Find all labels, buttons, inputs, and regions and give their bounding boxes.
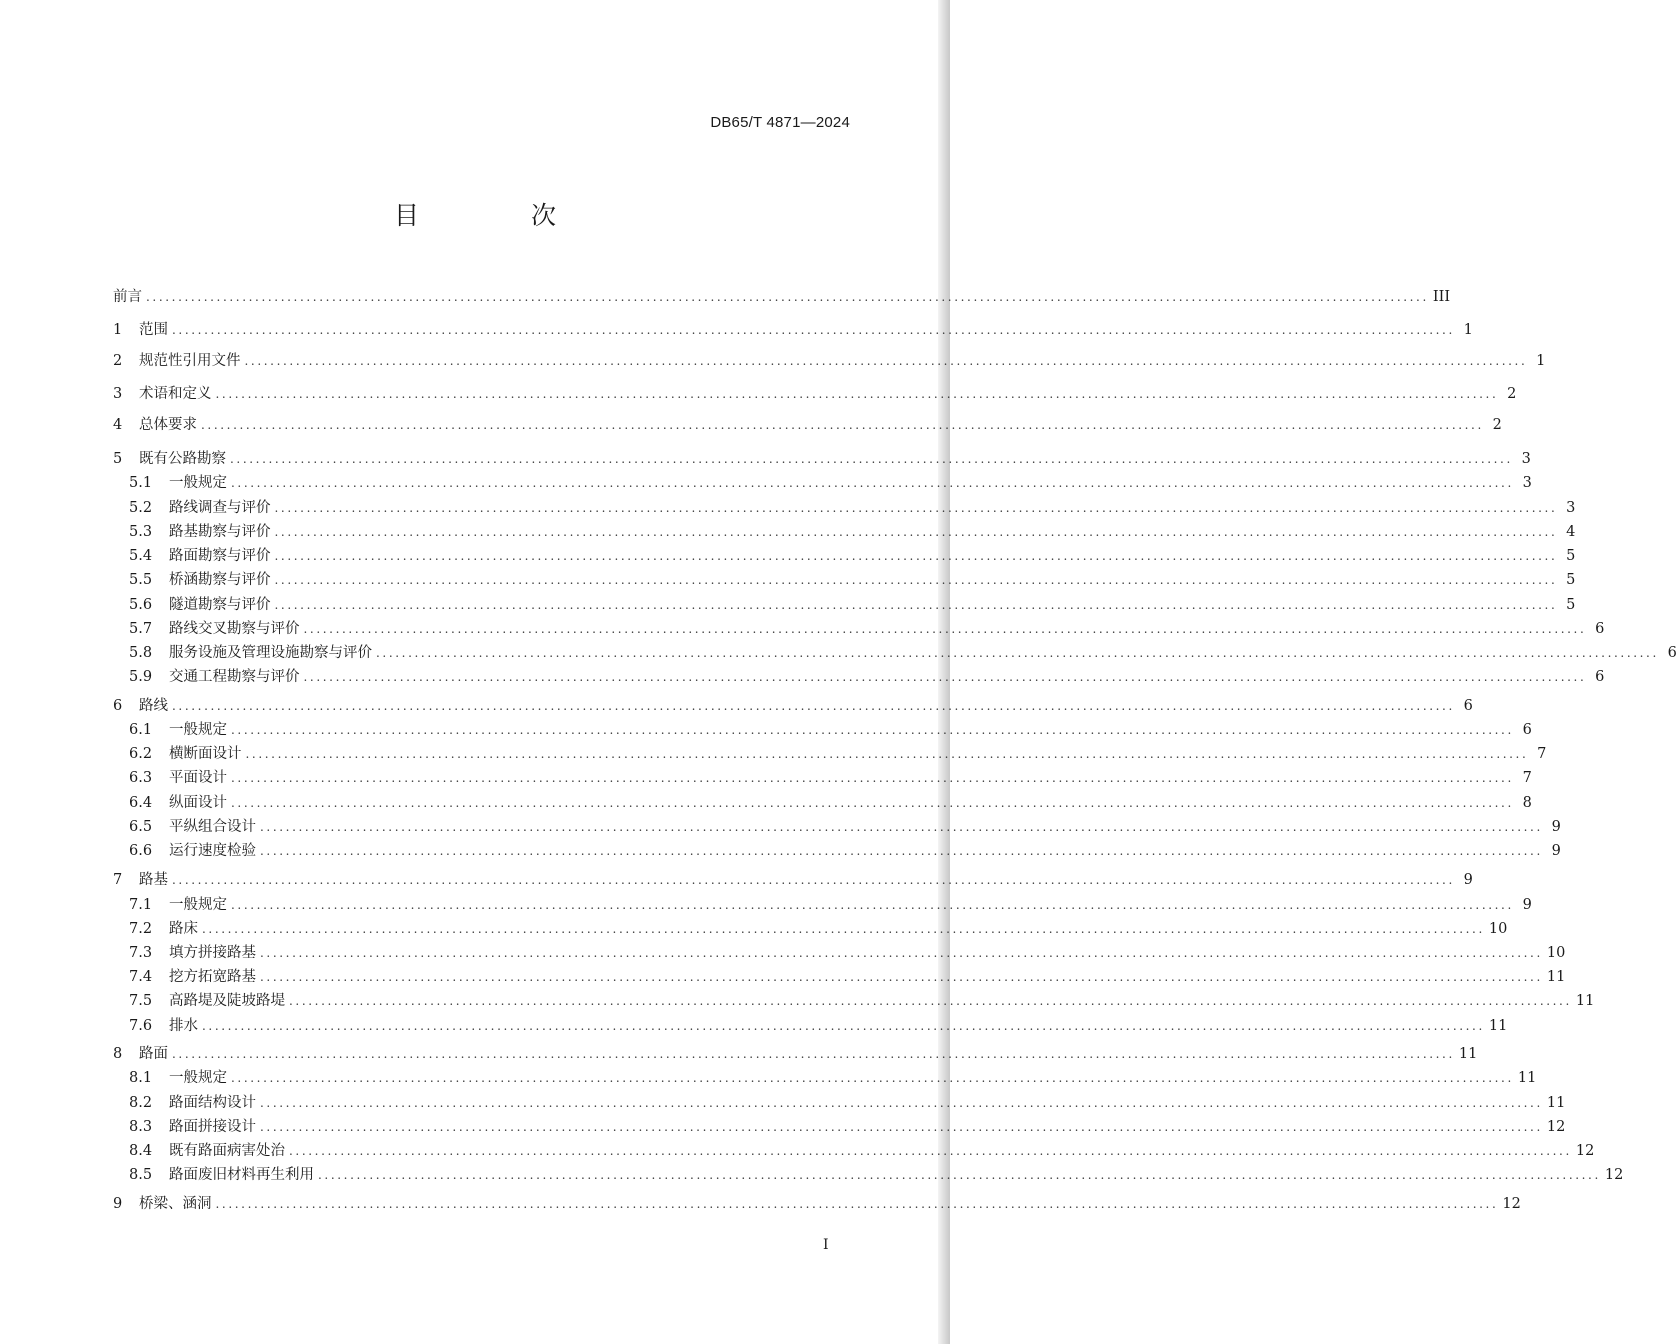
toc-entry[interactable] [113,1043,1478,1065]
toc-entry-label: 路面拼接设计 [169,1119,256,1135]
toc-entry-number: 7.1 [129,897,153,913]
toc-entry-number: 5.2 [129,500,153,516]
toc-entry-number: 7.5 [129,993,153,1009]
toc-entry[interactable] [113,990,1595,1012]
toc-entry-number: 6.6 [129,843,153,859]
toc-entry[interactable] [113,966,1566,988]
toc-entry-page: 3 [1522,475,1532,491]
toc-entry-label: 桥涵勘察与评价 [169,572,271,588]
toc-leader-dots: ........................................................................................................................................................................................................ [201,418,1484,432]
toc-entry-page: III [1432,289,1451,305]
toc-entry-page: 9 [1551,843,1561,859]
toc-leader-dots: ........................................................................................................................................................................................................ [172,699,1455,713]
toc-entry-number: 7.4 [129,969,153,985]
toc-entry[interactable] [113,521,1576,543]
toc-entry-page: 3 [1566,500,1576,516]
toc-leader-dots: ........................................................................................................................................................................................................ [231,796,1514,810]
toc-entry[interactable] [113,1193,1521,1215]
toc-entry[interactable] [113,894,1532,916]
toc-entry[interactable] [113,350,1546,372]
toc-entry[interactable] [113,1116,1566,1138]
toc-leader-dots: ........................................................................................................................................................................................................ [274,598,1558,612]
toc-leader-dots: ........................................................................................................................................................................................................ [231,771,1514,785]
page-title: 目 次 [394,201,608,230]
toc-entry[interactable] [113,383,1517,405]
toc-entry[interactable] [113,1164,1624,1186]
toc-entry-label: 路线 [139,698,168,714]
toc-entry-label: 既有公路勘察 [139,451,226,467]
toc-entry-number: 8.5 [129,1167,153,1183]
toc-entry-page: 5 [1566,548,1576,564]
toc-entry-page: 3 [1521,451,1531,467]
toc-entry-page: 6 [1522,722,1532,738]
toc-entry-page: 12 [1502,1196,1521,1212]
toc-entry-page: 10 [1488,921,1508,937]
toc-leader-dots: ........................................................................................................................................................................................................ [260,1096,1543,1110]
toc-entry-page: 11 [1575,993,1595,1009]
toc-entry[interactable] [113,666,1605,688]
toc-entry[interactable] [113,816,1561,838]
toc-entry-page: 5 [1566,597,1576,613]
toc-entry[interactable] [113,286,1451,308]
toc-entry-number: 7.3 [129,945,153,961]
toc-leader-dots: ........................................................................................................................................................................................................ [231,476,1514,490]
toc-entry-page: 11 [1546,969,1566,985]
toc-entry[interactable] [113,1140,1595,1162]
toc-entry-label: 范围 [139,322,168,338]
toc-entry-page: 9 [1551,819,1561,835]
toc-entry-page: 6 [1463,698,1473,714]
toc-leader-dots: ........................................................................................................................................................................................................ [289,994,1572,1008]
toc-entry-number: 5.9 [129,669,153,685]
toc-entry[interactable] [113,448,1531,470]
toc-entry-page: 6 [1667,645,1677,661]
toc-entry[interactable] [113,792,1532,814]
toc-entry-number: 9 [113,1196,123,1212]
toc-entry-page: 12 [1575,1143,1595,1159]
toc-leader-dots: ........................................................................................................................................................................................................ [202,1019,1485,1033]
toc-leader-dots: ........................................................................................................................................................................................................ [172,873,1455,887]
toc-leader-dots: ........................................................................................................................................................................................................ [146,290,1429,304]
toc-leader-dots: ........................................................................................................................................................................................................ [215,1197,1499,1211]
toc-leader-dots: ........................................................................................................................................................................................................ [274,525,1558,539]
toc-leader-dots: ........................................................................................................................................................................................................ [303,622,1587,636]
toc-entry-page: 6 [1595,621,1605,637]
toc-entry-page: 12 [1604,1167,1624,1183]
toc-entry[interactable] [113,767,1532,789]
toc-entry-number: 5.5 [129,572,153,588]
toc-entry-number: 5.8 [129,645,153,661]
toc-entry-label: 术语和定义 [139,386,212,402]
toc-entry-label: 路面结构设计 [169,1095,256,1111]
toc-entry-number: 7 [113,872,123,888]
toc-entry[interactable] [113,497,1576,519]
toc-entry-label: 纵面设计 [169,795,227,811]
toc-entry[interactable] [113,642,1677,664]
toc-entry[interactable] [113,942,1566,964]
toc-entry-label: 规范性引用文件 [139,353,241,369]
toc-entry-number: 7.6 [129,1018,153,1034]
toc-entry[interactable] [113,918,1508,940]
toc-entry-page: 9 [1463,872,1473,888]
toc-leader-dots: ........................................................................................................................................................................................................ [172,1047,1455,1061]
toc-entry-label: 路面废旧材料再生利用 [169,1167,314,1183]
toc-leader-dots: ........................................................................................................................................................................................................ [202,922,1485,936]
toc-leader-dots: ........................................................................................................................................................................................................ [260,946,1543,960]
toc-entry-number: 8.1 [129,1070,153,1086]
toc-entry-number: 8.3 [129,1119,153,1135]
toc-entry[interactable] [113,695,1473,717]
toc-entry-page: 2 [1507,386,1517,402]
toc-entry-number: 6.2 [129,746,153,762]
toc-entry-label: 前言 [113,289,142,305]
toc-leader-dots: ........................................................................................................................................................................................................ [231,898,1514,912]
toc-entry[interactable] [113,840,1561,862]
toc-leader-dots: ........................................................................................................................................................................................................ [260,970,1543,984]
toc-leader-dots: ........................................................................................................................................................................................................ [318,1168,1601,1182]
toc-entry-number: 5.4 [129,548,153,564]
toc-entry-number: 6 [113,698,123,714]
toc-entry-page: 5 [1566,572,1576,588]
toc-entry-number: 5.1 [129,475,153,491]
toc-entry[interactable] [113,472,1532,494]
toc-entry[interactable] [113,1092,1566,1114]
toc-entry-label: 一般规定 [169,897,227,913]
toc-entry[interactable] [113,869,1473,891]
toc-entry-number: 3 [113,386,123,402]
toc-entry-number: 5 [113,451,123,467]
toc-leader-dots: ........................................................................................................................................................................................................ [260,844,1543,858]
toc-entry-label: 隧道勘察与评价 [169,597,271,613]
toc-leader-dots: ........................................................................................................................................................................................................ [245,747,1529,761]
toc-entry-label: 路基勘察与评价 [169,524,271,540]
toc-entry-page: 11 [1488,1018,1508,1034]
toc-entry[interactable] [113,414,1502,436]
toc-entry-page: 11 [1546,1095,1566,1111]
toc-entry-label: 一般规定 [169,475,227,491]
toc-entry-label: 排水 [169,1018,198,1034]
toc-entry-page: 1 [1536,353,1546,369]
toc-entry-number: 2 [113,353,123,369]
toc-entry-number: 8.2 [129,1095,153,1111]
toc-entry-number: 7.2 [129,921,153,937]
toc-entry-label: 横断面设计 [169,746,242,762]
toc-entry-label: 路床 [169,921,198,937]
toc-entry-label: 平面设计 [169,770,227,786]
toc-entry[interactable] [113,719,1532,741]
toc-leader-dots: ........................................................................................................................................................................................................ [376,646,1659,660]
toc-entry[interactable] [113,618,1605,640]
toc-entry[interactable] [113,545,1576,567]
footer-page-number: I [823,1237,829,1253]
toc-entry[interactable] [113,594,1576,616]
toc-entry-number: 8.4 [129,1143,153,1159]
toc-entry-label: 填方拼接路基 [169,945,256,961]
toc-entry-label: 总体要求 [139,417,197,433]
toc-entry-label: 路线交叉勘察与评价 [169,621,300,637]
toc-entry-page: 7 [1537,746,1547,762]
toc-leader-dots: ........................................................................................................................................................................................................ [215,387,1499,401]
toc-leader-dots: ........................................................................................................................................................................................................ [274,549,1558,563]
toc-entry-number: 4 [113,417,123,433]
toc-entry-page: 6 [1595,669,1605,685]
toc-entry-label: 挖方拓宽路基 [169,969,256,985]
toc-entry-page: 9 [1522,897,1532,913]
toc-entry[interactable] [113,1015,1508,1037]
toc-entry-label: 一般规定 [169,1070,227,1086]
toc-entry-page: 10 [1546,945,1566,961]
toc-entry-label: 既有路面病害处治 [169,1143,285,1159]
toc-entry-number: 6.1 [129,722,153,738]
toc-leader-dots: ........................................................................................................................................................................................................ [231,723,1514,737]
toc-entry-label: 服务设施及管理设施勘察与评价 [169,645,372,661]
toc-entry-page: 8 [1522,795,1532,811]
toc-entry-number: 5.7 [129,621,153,637]
toc-entry-label: 路线调查与评价 [169,500,271,516]
toc-leader-dots: ........................................................................................................................................................................................................ [289,1144,1572,1158]
toc-entry-number: 6.3 [129,770,153,786]
toc-entry-label: 一般规定 [169,722,227,738]
toc-leader-dots: ........................................................................................................................................................................................................ [230,452,1513,466]
toc-entry-label: 平纵组合设计 [169,819,256,835]
toc-entry-number: 1 [113,322,123,338]
toc-entry[interactable] [113,569,1576,591]
toc-entry-number: 6.4 [129,795,153,811]
toc-entry[interactable] [113,1067,1537,1089]
toc-entry-number: 8 [113,1046,123,1062]
toc-entry[interactable] [113,319,1473,341]
toc-leader-dots: ........................................................................................................................................................................................................ [274,501,1558,515]
toc-entry-page: 7 [1522,770,1532,786]
toc-entry-page: 4 [1566,524,1576,540]
toc-leader-dots: ........................................................................................................................................................................................................ [172,323,1455,337]
toc-entry-number: 6.5 [129,819,153,835]
toc-entry-label: 高路堤及陡坡路堤 [169,993,285,1009]
toc-entry-number: 5.6 [129,597,153,613]
toc-entry-label: 运行速度检验 [169,843,256,859]
standard-code: DB65/T 4871—2024 [710,114,850,131]
toc-entry-page: 11 [1458,1046,1478,1062]
toc-leader-dots: ........................................................................................................................................................................................................ [260,820,1543,834]
toc-entry-page: 2 [1492,417,1502,433]
toc-entry-page: 1 [1463,322,1473,338]
toc-leader-dots: ........................................................................................................................................................................................................ [244,354,1528,368]
toc-leader-dots: ........................................................................................................................................................................................................ [231,1071,1514,1085]
toc-entry-label: 路基 [139,872,168,888]
toc-entry-label: 桥梁、涵洞 [139,1196,212,1212]
toc-entry-label: 路面 [139,1046,168,1062]
toc-entry-number: 5.3 [129,524,153,540]
toc-entry-label: 路面勘察与评价 [169,548,271,564]
toc-leader-dots: ........................................................................................................................................................................................................ [274,573,1558,587]
toc-entry-page: 12 [1546,1119,1566,1135]
toc-leader-dots: ........................................................................................................................................................................................................ [260,1120,1543,1134]
toc-entry-label: 交通工程勘察与评价 [169,669,300,685]
toc-leader-dots: ........................................................................................................................................................................................................ [303,670,1587,684]
toc-entry[interactable] [113,743,1547,765]
toc-entry-page: 11 [1517,1070,1537,1086]
